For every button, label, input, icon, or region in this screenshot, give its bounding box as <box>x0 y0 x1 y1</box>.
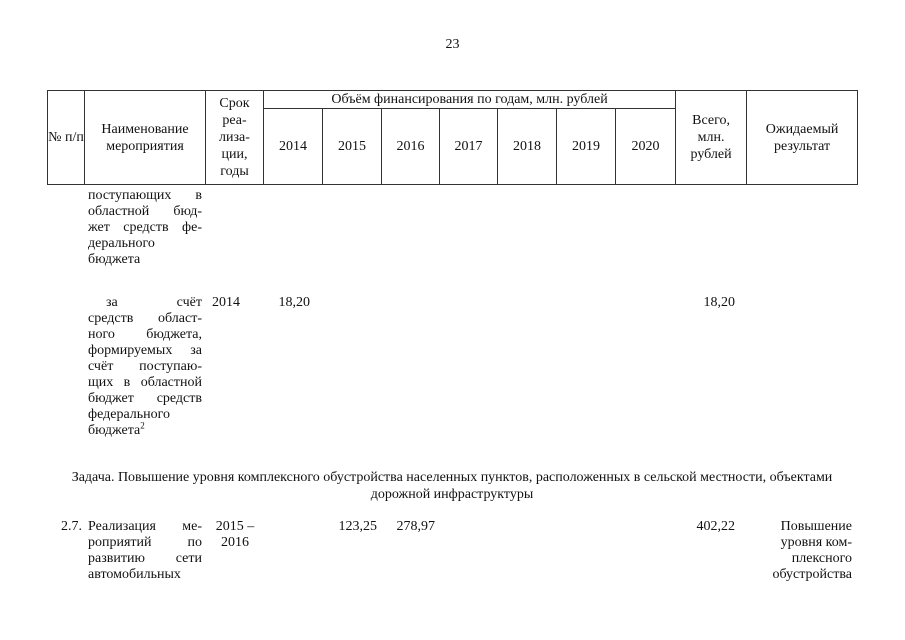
row-b-name-line: счёт поступаю- <box>88 359 202 374</box>
page-number: 23 <box>445 37 460 52</box>
row-a-name <box>88 188 202 268</box>
header-total: Всего, млн. рублей <box>676 91 747 185</box>
task-heading: Задача. Повышение уровня комплексного обустройства населенных пунктов, расположенных в сельской местности, объектами дорожной инфраструктуры <box>71 470 833 502</box>
row-c-result-line: обустройства <box>772 567 852 582</box>
row-c-number: 2.7. <box>61 519 82 534</box>
row-b-year: 2014 <box>212 295 240 310</box>
row-c-term-line: 2016 <box>221 535 249 550</box>
row-b-total: 18,20 <box>703 295 735 310</box>
row-b-name-line: ного бюджета, <box>88 327 202 342</box>
row-c-term <box>206 519 264 551</box>
row-c-name-line: развитию сети <box>88 551 202 566</box>
header-year-2014: 2014 <box>264 109 323 185</box>
row-b-name-line: формируемых за <box>88 343 202 358</box>
header-term: Срок реа-лиза-ции, годы <box>206 91 264 185</box>
row-b-name-line: бюджет средств <box>88 391 202 406</box>
header-name: Наименование мероприятия <box>85 91 206 185</box>
row-c-total: 402,22 <box>696 519 735 534</box>
row-b-name-line: за счёт <box>106 295 202 310</box>
row-a-name-line: дерального <box>88 236 155 251</box>
row-c-value-2016: 278,97 <box>396 519 435 534</box>
header-number: № п/п <box>48 91 85 185</box>
row-c-name <box>88 519 202 583</box>
row-a-name-line: бюджета <box>88 252 141 267</box>
header-year-2017: 2017 <box>440 109 498 185</box>
row-a-name-line: поступающих в <box>88 188 202 203</box>
row-a-name-line: областной бюд- <box>88 204 202 219</box>
row-c-term-line: 2015 – <box>215 519 255 534</box>
row-c-result-line: уровня ком- <box>780 535 852 550</box>
header-year-2019: 2019 <box>557 109 616 185</box>
header-result: Ожидаемый результат <box>747 91 858 185</box>
row-b-value-2014: 18,20 <box>278 295 310 310</box>
row-b-name-line: федерального <box>88 407 171 422</box>
row-c-result-line: Повышение <box>780 519 852 534</box>
row-b-name-line: средств област- <box>88 311 202 326</box>
row-c-result <box>752 519 852 583</box>
header-year-2018: 2018 <box>498 109 557 185</box>
row-b-name-line: щих в областной <box>88 375 202 390</box>
header-year-2015: 2015 <box>323 109 382 185</box>
row-c-name-line: роприятий по <box>88 535 202 550</box>
row-c-value-2015: 123,25 <box>338 519 377 534</box>
header-funding: Объём финансирования по годам, млн. рублей <box>264 91 676 109</box>
row-b-name-line <box>88 420 202 439</box>
row-c-name-line: автомобильных <box>88 567 181 582</box>
header-year-2020: 2020 <box>616 109 676 185</box>
table-header <box>47 90 858 185</box>
row-b-name <box>88 295 202 439</box>
footnote-marker: 2 <box>140 420 145 431</box>
header-year-2016: 2016 <box>382 109 440 185</box>
row-b-name-last: бюджета <box>88 423 141 438</box>
row-c-result-line: плексного <box>791 551 852 566</box>
row-a-name-line: жет средств фе- <box>88 220 202 235</box>
row-c-name-line: Реализация ме- <box>88 519 202 534</box>
